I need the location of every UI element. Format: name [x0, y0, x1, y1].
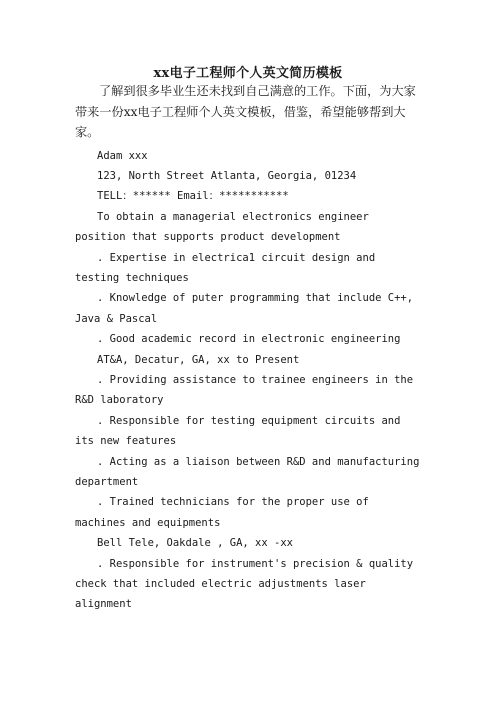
job-duty-item: . Responsible for instrument's precision & quality check that included electric adjustments laser alignment — [75, 557, 420, 611]
resume-contact: TELL：****** Email：*********** — [97, 190, 289, 203]
job-duty-item: . Acting as a liaison between R&D and manufacturing department — [75, 455, 426, 488]
job-duty-item: . Trained technicians for the proper use of machines and equipments — [75, 496, 376, 529]
resume-name: Adam xxx — [97, 149, 148, 162]
document-body — [75, 81, 426, 615]
resume-objective: To obtain a managerial electronics engineer position that supports product development — [75, 210, 376, 244]
document-title: xx电子工程师个人英文简历模板 — [153, 66, 343, 81]
intro-paragraph: 了解到很多毕业生还未找到自己满意的工作。下面，为大家带来一份xx电子工程师个人英文模板，借鉴，希望能够帮到大家。 — [75, 84, 416, 139]
job-duty-item: . Providing assistance to trainee engineers in the R&D laboratory — [75, 373, 420, 407]
skill-item: . Good academic record in electronic engineering — [97, 333, 401, 346]
job-duty-item: . Responsible for testing equipment circuits and its new features — [75, 414, 407, 448]
job-heading: AT&A, Decatur, GA, xx to Present — [97, 353, 300, 366]
skill-item: . Expertise in electrica1 circuit design and testing techniques — [75, 251, 382, 284]
skill-item: . Knowledge of puter programming that include C++, Java & Pascal — [75, 292, 420, 325]
resume-address: 123, North Street Atlanta, Georgia, 01234 — [97, 169, 357, 182]
job-heading: Bell Tele, Oakdale , GA, xx -xx — [97, 537, 293, 550]
